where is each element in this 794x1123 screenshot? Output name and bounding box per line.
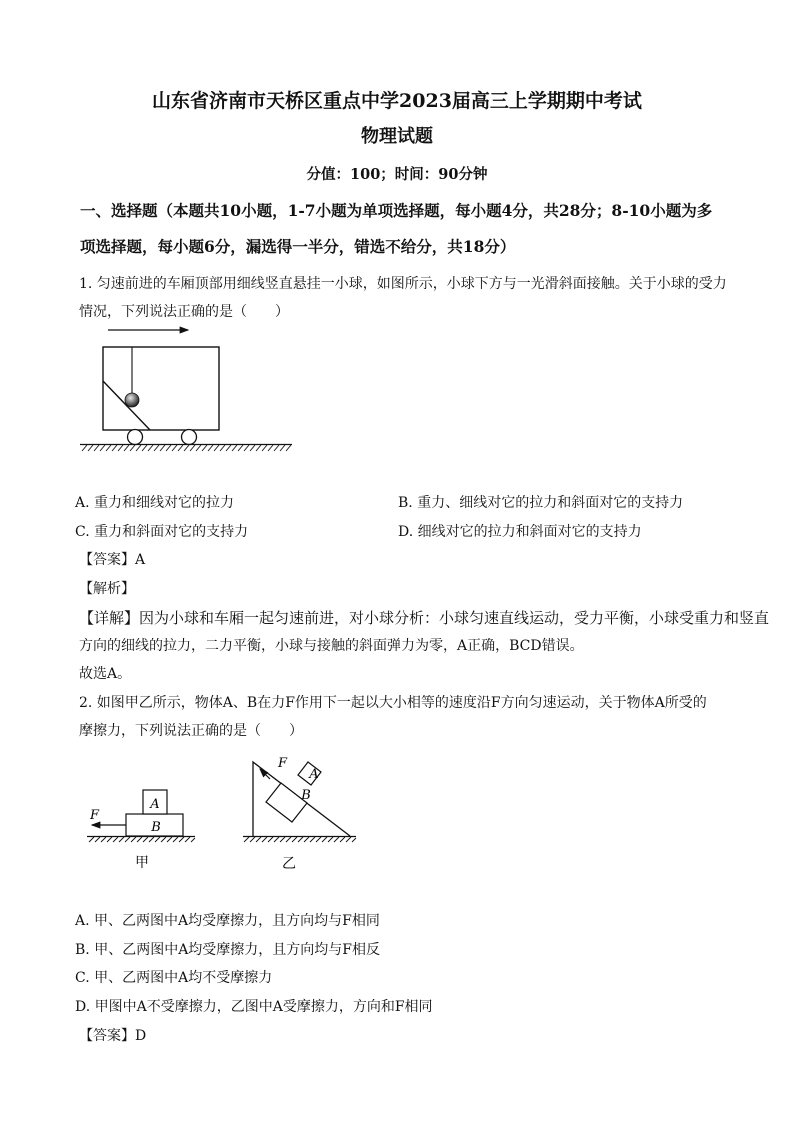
label-f-left: F bbox=[90, 808, 100, 823]
q1-option-d: D. 细线对它的拉力和斜面对它的支持力 bbox=[398, 524, 642, 540]
section-heading-line2: 项选择题，每小题6分，漏选得一半分，错选不给分，共18分） bbox=[80, 237, 516, 256]
inclined-plane bbox=[103, 381, 150, 430]
label-a-left: A bbox=[150, 797, 160, 812]
q1-stem-line1: 1. 匀速前进的车厢顶部用细线竖直悬挂一小球，如图所示，小球下方与一光滑斜面接触。关于小球的受力 bbox=[79, 276, 727, 292]
ground-hatching-left bbox=[89, 837, 195, 842]
label-b-right: B bbox=[301, 788, 311, 803]
q1-stem-line2: 情况，下列说法正确的是（ ） bbox=[79, 304, 289, 320]
q2-figure-left bbox=[85, 785, 205, 875]
q1-option-b: B. 重力、细线对它的拉力和斜面对它的支持力 bbox=[398, 495, 684, 511]
q2-option-b: B. 甲、乙两图中A均受摩擦力，且方向均与F相反 bbox=[75, 942, 381, 958]
ball bbox=[125, 393, 139, 407]
q2-answer: 【答案】D bbox=[79, 1028, 147, 1044]
section-heading-line1: 一、选择题（本题共10小题，1-7小题为单项选择题，每小题4分，共28分；8-10小题为多 bbox=[80, 201, 713, 220]
page-subtitle: 物理试题 bbox=[361, 126, 433, 147]
q1-option-c: C. 重力和斜面对它的支持力 bbox=[75, 524, 249, 540]
exam-meta: 分值：100；时间：90分钟 bbox=[306, 166, 488, 183]
ground-hatching-right bbox=[244, 837, 356, 842]
wheel-right bbox=[182, 430, 197, 445]
q1-conclusion: 故选A。 bbox=[79, 666, 132, 682]
q2-option-c: C. 甲、乙两图中A均不受摩擦力 bbox=[75, 970, 273, 986]
q1-detail-line1: 【详解】因为小球和车厢一起匀速前进，对小球分析：小球匀速直线运动，受力平衡，小球受重力和竖直 bbox=[79, 609, 770, 627]
caption-left: 甲 bbox=[135, 855, 149, 871]
q1-option-a: A. 重力和细线对它的拉力 bbox=[75, 495, 235, 511]
label-a-right: A bbox=[309, 767, 319, 782]
page-title: 山东省济南市天桥区重点中学2023届高三上学期期中考试 bbox=[152, 90, 642, 112]
q1-detail-line2: 方向的细线的拉力，二力平衡，小球与接触的斜面弹力为零，A正确，BCD错误。 bbox=[79, 638, 584, 654]
caption-right: 乙 bbox=[282, 856, 296, 872]
label-f-right: F bbox=[278, 756, 288, 771]
q1-analysis-label: 【解析】 bbox=[79, 581, 135, 597]
railcar-body bbox=[103, 347, 219, 430]
q2-stem-line2: 摩擦力，下列说法正确的是（ ） bbox=[79, 723, 303, 739]
q1-figure-railcar bbox=[78, 325, 338, 455]
q2-figure-right bbox=[240, 752, 365, 874]
q1-answer: 【答案】A bbox=[79, 552, 146, 568]
label-b-left: B bbox=[151, 820, 161, 835]
q2-option-d: D. 甲图中A不受摩擦力，乙图中A受摩擦力，方向和F相同 bbox=[75, 999, 433, 1015]
q2-stem-line1: 2. 如图甲乙所示，物体A、B在力F作用下一起以大小相等的速度沿F方向匀速运动，关于物体A所受的 bbox=[79, 695, 707, 711]
ground-hatching bbox=[82, 445, 291, 451]
wheel-left bbox=[128, 430, 143, 445]
q2-option-a: A. 甲、乙两图中A均受摩擦力，且方向均与F相同 bbox=[75, 913, 380, 929]
